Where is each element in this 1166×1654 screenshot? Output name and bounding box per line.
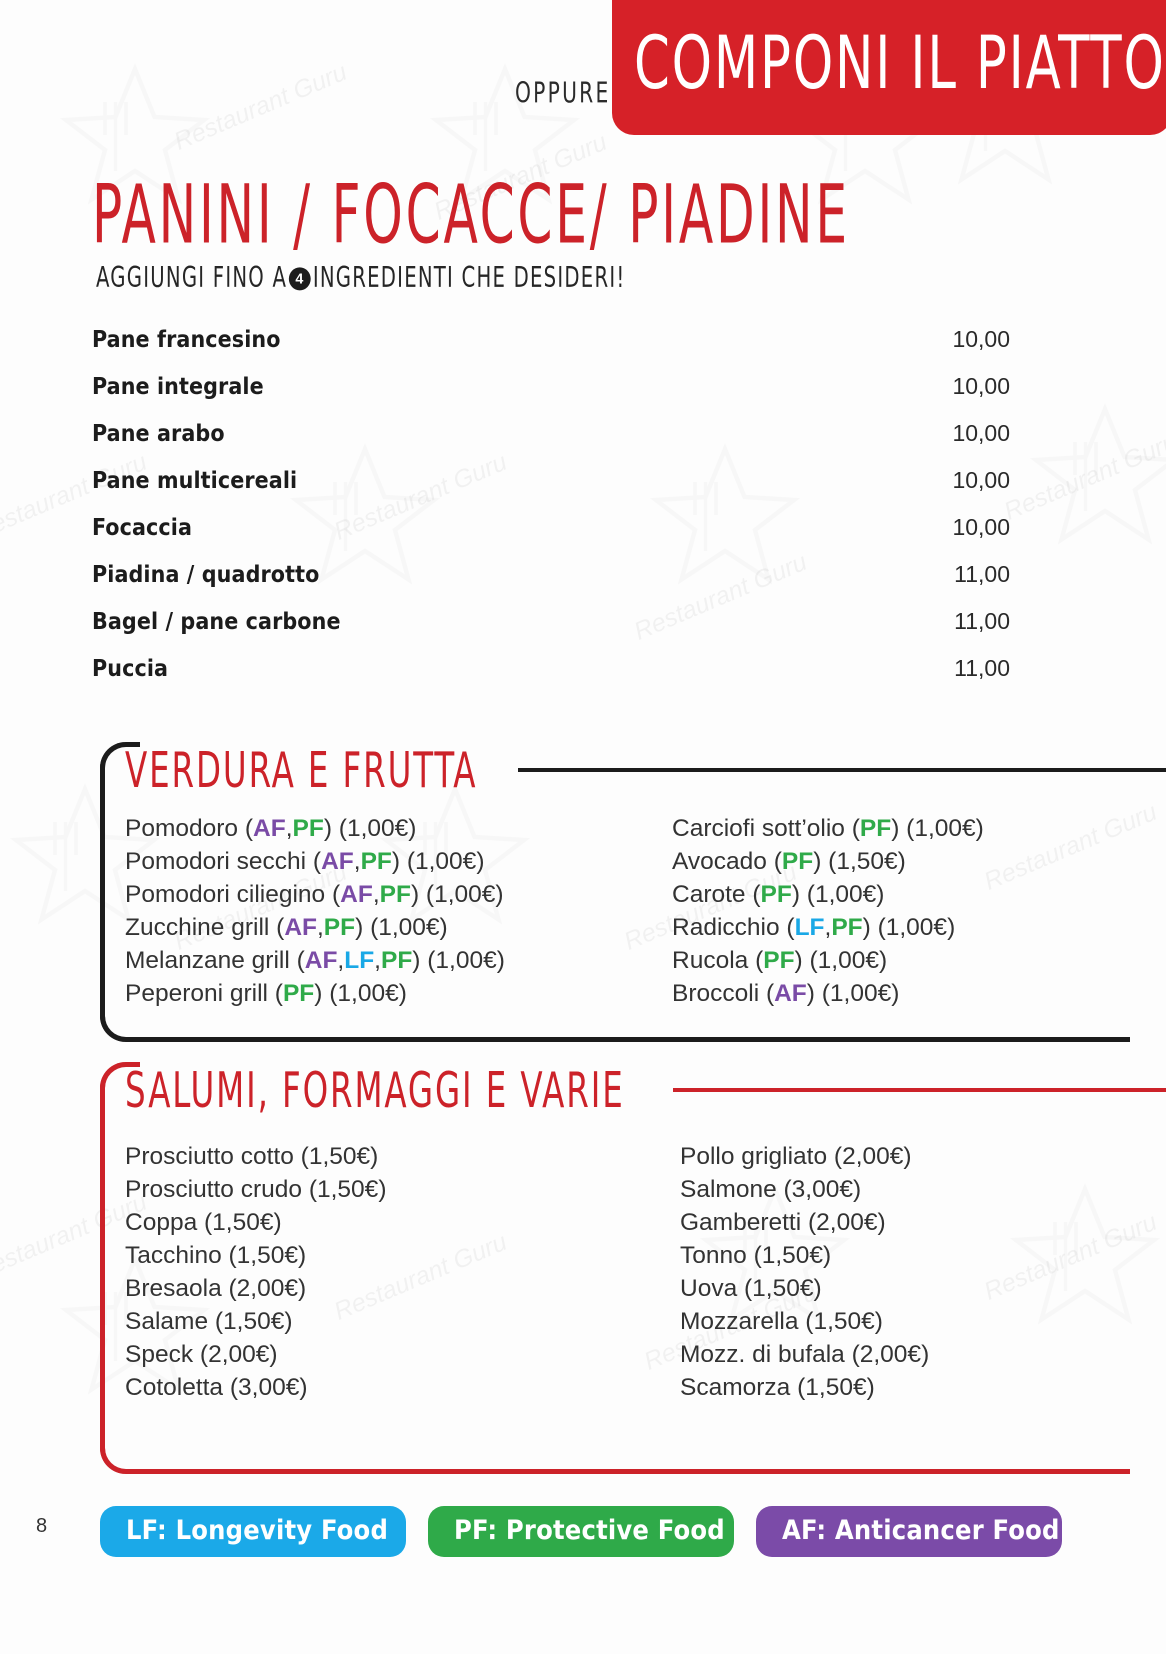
ingredient-name: Speck: [125, 1341, 194, 1368]
ingredient-price: 1,00€: [434, 881, 496, 908]
section-title: SALUMI, FORMAGGI E VARIE: [125, 1061, 625, 1119]
ingredient-item: Pomodori secchi (AF,PF) (1,00€): [125, 848, 485, 875]
diet-tag-pf: PF: [379, 881, 411, 908]
ingredient-price: 1,50€: [212, 1209, 274, 1236]
diet-tag-pf: PF: [360, 848, 392, 875]
ingredient-price: 2,00€: [236, 1275, 298, 1302]
ingredient-name: Avocado: [672, 848, 767, 875]
diet-tag-af: AF: [253, 815, 286, 842]
ingredient-name: Pollo grigliato: [680, 1143, 828, 1170]
ingredient-item: Mozzarella (1,50€): [680, 1308, 883, 1335]
banner-title: COMPONI IL PIATTO: [634, 19, 1166, 106]
ingredient-item: Salmone (3,00€): [680, 1176, 862, 1203]
ingredient-item: Zucchine grill (AF,PF) (1,00€): [125, 914, 448, 941]
ingredient-price: 1,50€: [752, 1275, 814, 1302]
ingredient-price: 1,00€: [415, 848, 477, 875]
legend-code: PF: [454, 1515, 488, 1546]
ingredient-item: Speck (2,00€): [125, 1341, 278, 1368]
ingredient-price: 3,00€: [238, 1374, 300, 1401]
bread-price: 10,00: [952, 420, 1010, 446]
ingredient-name: Carote: [672, 881, 746, 908]
ingredient-item: Scamorza (1,50€): [680, 1374, 875, 1401]
ingredient-column-left: [125, 1140, 386, 1404]
ingredient-item: Pomodoro (AF,PF) (1,00€): [125, 815, 417, 842]
ingredient-price: 1,50€: [836, 848, 898, 875]
page-subtitle: [96, 262, 625, 295]
ingredient-name: Uova: [680, 1275, 738, 1302]
bread-name: Focaccia: [92, 515, 193, 541]
ingredient-price: 1,00€: [885, 914, 948, 941]
ingredient-price: 2,00€: [842, 1143, 904, 1170]
diet-tag-pf: PF: [763, 947, 795, 974]
ingredient-price: 1,50€: [317, 1176, 379, 1203]
ingredient-name: Broccoli: [672, 980, 760, 1007]
ingredient-name: Cotoletta: [125, 1374, 224, 1401]
ingredient-price: 1,00€: [817, 947, 879, 974]
ingredient-name: Tonno: [680, 1242, 747, 1269]
bread-price: 10,00: [952, 467, 1010, 493]
ingredient-item: Salame (1,50€): [125, 1308, 293, 1335]
ingredient-column-right: [672, 812, 984, 1010]
ingredient-name: Pomodoro: [125, 815, 239, 842]
bread-row: [92, 514, 1010, 561]
bread-name: Pane multicereali: [92, 468, 298, 494]
diet-tag-pf: PF: [282, 980, 315, 1007]
ingredient-price: 2,00€: [859, 1341, 922, 1368]
ingredient-name: Carciofi sott’olio: [672, 815, 845, 842]
diet-tag-af: AF: [284, 914, 317, 941]
ingredient-name: Salame: [125, 1308, 209, 1335]
ingredient-name: Pomodori secchi: [125, 848, 307, 875]
ingredient-count-badge: 4: [289, 267, 311, 290]
diet-tag-af: AF: [321, 848, 354, 875]
ingredient-item: Carciofi sott’olio (PF) (1,00€): [672, 815, 984, 842]
section-header: [125, 741, 1166, 799]
diet-tag-pf: PF: [292, 815, 324, 842]
diet-tag-af: AF: [774, 980, 807, 1007]
legend-code: LF: [126, 1515, 157, 1546]
bread-name: Puccia: [92, 656, 169, 682]
ingredient-name: Gamberetti: [680, 1209, 802, 1236]
legend-label: Longevity Food: [175, 1515, 389, 1546]
diet-tag-af: AF: [340, 881, 373, 908]
bread-price: 11,00: [954, 561, 1010, 587]
diet-tag-pf: PF: [859, 815, 892, 842]
ingredient-name: Bresaola: [125, 1275, 222, 1302]
diet-tag-pf: PF: [380, 947, 413, 974]
bread-name: Pane arabo: [92, 421, 225, 447]
ingredient-item: Prosciutto cotto (1,50€): [125, 1143, 379, 1170]
ingredient-name: Melanzane grill: [125, 947, 290, 974]
legend-pill-pf: PF: Protective Food: [428, 1506, 734, 1557]
ingredient-name: Radicchio: [672, 914, 780, 941]
ingredient-column-left: [125, 812, 505, 1010]
ingredient-price: 3,00€: [791, 1176, 853, 1203]
subtitle-before: AGGIUNGI FINO A: [96, 262, 288, 295]
ingredient-price: 1,50€: [236, 1242, 298, 1269]
ingredient-item: Pomodori ciliegino (AF,PF) (1,00€): [125, 881, 504, 908]
oppure-label: OPPURE: [515, 75, 611, 110]
ingredient-name: Mozz. di bufala: [680, 1341, 845, 1368]
ingredient-price: 1,50€: [308, 1143, 371, 1170]
bread-row: [92, 655, 1010, 702]
componi-il-piatto-banner: [612, 0, 1166, 135]
ingredient-item: Radicchio (LF,PF) (1,00€): [672, 914, 956, 941]
legend-pill-af: AF: Anticancer Food: [756, 1506, 1062, 1557]
ingredient-item: Carote (PF) (1,00€): [672, 881, 885, 908]
watermark-text: [170, 58, 351, 157]
bread-name: Pane francesino: [92, 327, 281, 353]
ingredient-price: 1,00€: [378, 914, 440, 941]
bread-row: [92, 373, 1010, 420]
ingredient-name: Tacchino: [125, 1242, 222, 1269]
diet-tag-pf: PF: [831, 914, 863, 941]
ingredient-name: Coppa: [125, 1209, 198, 1236]
diet-tag-pf: PF: [781, 848, 814, 875]
bread-row: [92, 467, 1010, 514]
bread-price: 10,00: [952, 326, 1010, 352]
ingredient-price: 2,00€: [208, 1341, 270, 1368]
ingredient-price: 1,00€: [435, 947, 497, 974]
ingredient-name: Prosciutto cotto: [125, 1143, 294, 1170]
ingredient-item: Avocado (PF) (1,50€): [672, 848, 906, 875]
ingredient-name: Salmone: [680, 1176, 777, 1203]
ingredient-price: 1,50€: [223, 1308, 285, 1335]
ingredient-name: Mozzarella: [680, 1308, 799, 1335]
ingredient-name: Zucchine grill: [125, 914, 270, 941]
bread-price: 11,00: [954, 655, 1010, 681]
ingredient-item: Gamberetti (2,00€): [680, 1209, 886, 1236]
ingredient-price: 1,00€: [346, 815, 409, 842]
ingredient-item: Pollo grigliato (2,00€): [680, 1143, 912, 1170]
bread-name: Bagel / pane carbone: [92, 609, 341, 635]
ingredient-item: Tacchino (1,50€): [125, 1242, 307, 1269]
ingredient-item: Broccoli (AF) (1,00€): [672, 980, 900, 1007]
ingredient-item: Bresaola (2,00€): [125, 1275, 307, 1302]
watermark-star-icon: [1030, 400, 1166, 550]
bread-price: 10,00: [952, 514, 1010, 540]
diet-tag-pf: PF: [323, 914, 356, 941]
legend-code: AF: [782, 1515, 817, 1546]
ingredient-item: Peperoni grill (PF) (1,00€): [125, 980, 407, 1007]
food-category-legend: [100, 1506, 1062, 1557]
diet-tag-lf: LF: [794, 914, 825, 941]
diet-tag-pf: PF: [760, 881, 792, 908]
bread-row: [92, 326, 1010, 373]
ingredient-price: 2,00€: [816, 1209, 878, 1236]
ingredient-name: Pomodori ciliegino: [125, 881, 326, 908]
ingredient-price: 1,50€: [813, 1308, 875, 1335]
ingredient-item: Mozz. di bufala (2,00€): [680, 1341, 930, 1368]
ingredient-item: Melanzane grill (AF,LF,PF) (1,00€): [125, 947, 505, 974]
section-header: [125, 1061, 1166, 1119]
ingredient-price: 1,00€: [829, 980, 892, 1007]
diet-tag-lf: LF: [344, 947, 375, 974]
ingredient-name: Rucola: [672, 947, 749, 974]
ingredient-item: Coppa (1,50€): [125, 1209, 282, 1236]
legend-label: Anticancer Food: [834, 1515, 1060, 1546]
subtitle-after: INGREDIENTI CHE DESIDERI!: [312, 262, 626, 295]
ingredient-name: Scamorza: [680, 1374, 791, 1401]
ingredient-price: 1,50€: [805, 1374, 867, 1401]
section-rule: [518, 768, 1166, 772]
bread-row: [92, 608, 1010, 655]
ingredient-item: Cotoletta (3,00€): [125, 1374, 308, 1401]
legend-pill-lf: LF: Longevity Food: [100, 1506, 406, 1557]
bread-price: 10,00: [952, 373, 1010, 399]
bread-name: Pane integrale: [92, 374, 264, 400]
ingredient-column-right: [680, 1140, 929, 1404]
ingredient-item: Tonno (1,50€): [680, 1242, 832, 1269]
ingredient-name: Peperoni grill: [125, 980, 268, 1007]
bracket-bottom-corner: [100, 1434, 1130, 1474]
ingredient-price: 1,00€: [814, 881, 877, 908]
page-number: 8: [36, 1515, 48, 1537]
section-rule: [673, 1088, 1166, 1092]
section-title: VERDURA E FRUTTA: [125, 741, 478, 799]
diet-tag-af: AF: [304, 947, 338, 974]
watermark-text: [1000, 428, 1166, 527]
bread-price-list: [92, 326, 1010, 702]
bread-name: Piadina / quadrotto: [92, 562, 320, 588]
page-title: PANINI / FOCACCE/ PIADINE: [92, 168, 850, 263]
bread-row: [92, 561, 1010, 608]
ingredient-item: Rucola (PF) (1,00€): [672, 947, 888, 974]
ingredient-price: 1,00€: [914, 815, 976, 842]
ingredient-name: Prosciutto crudo: [125, 1176, 303, 1203]
bread-row: [92, 420, 1010, 467]
bread-price: 11,00: [954, 608, 1010, 634]
ingredient-item: Prosciutto crudo (1,50€): [125, 1176, 387, 1203]
ingredient-item: Uova (1,50€): [680, 1275, 822, 1302]
ingredient-price: 1,50€: [761, 1242, 824, 1269]
legend-label: Protective Food: [505, 1515, 725, 1546]
ingredient-price: 1,00€: [337, 980, 399, 1007]
